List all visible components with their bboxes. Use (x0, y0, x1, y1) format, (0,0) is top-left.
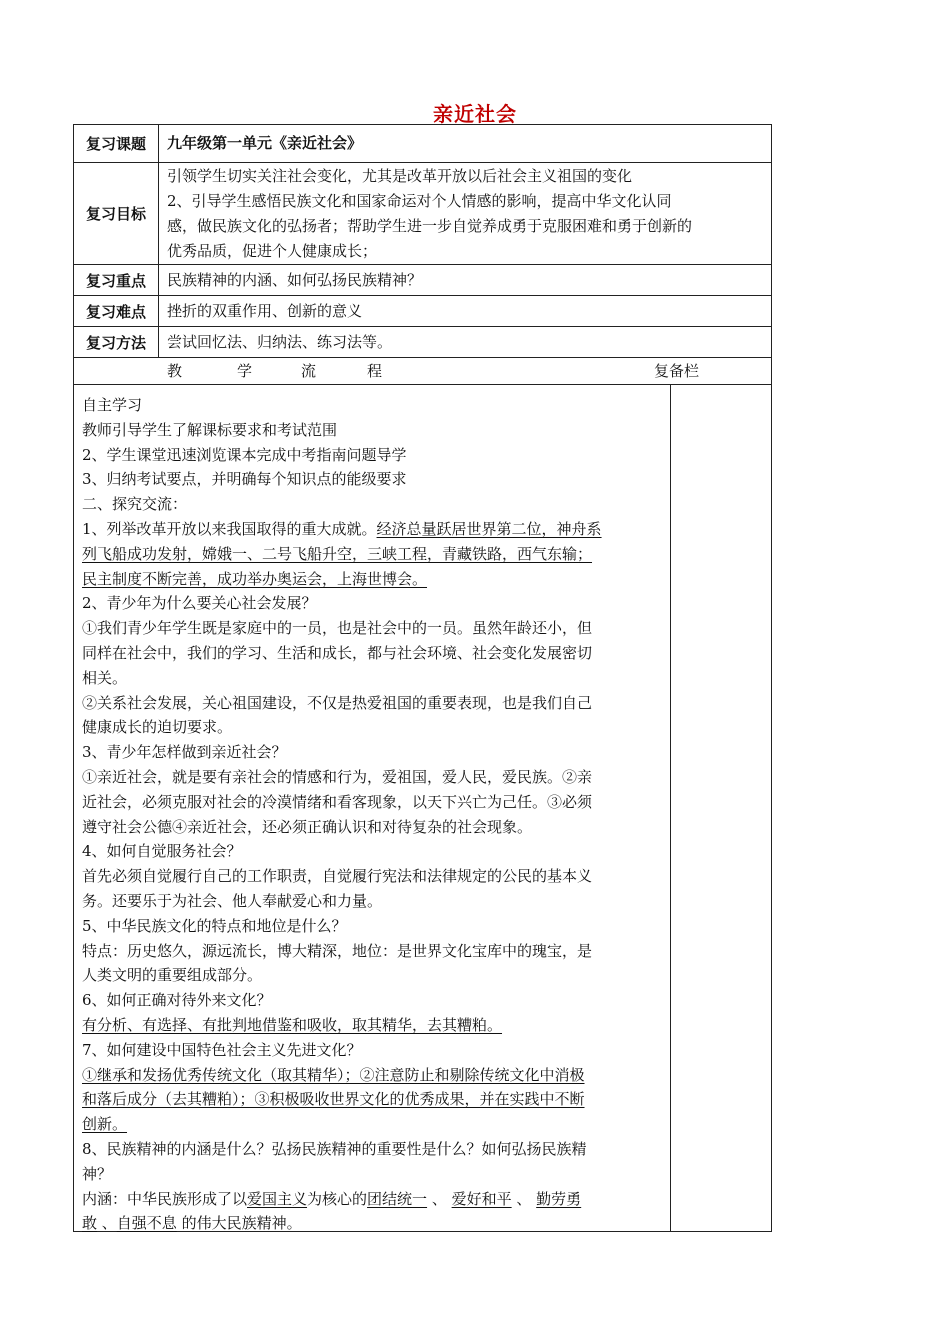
question-7: 7、如何建设中国特色社会主义先进文化？ (82, 1040, 362, 1059)
separator: 、 (511, 1189, 537, 1208)
goal-row (74, 163, 771, 265)
answer-blank: 勤劳勇 (536, 1189, 582, 1208)
answer-line (82, 1112, 664, 1137)
goal-value (159, 163, 771, 264)
goal-line: 2、引导学生感悟民族文化和国家命运对个人情感的影响，提高中华文化认同 (167, 191, 672, 210)
review-table (73, 124, 772, 1232)
text-line: 2、学生课堂迅速浏览课本完成中考指南问题导学 (82, 445, 407, 464)
answer-text: 为核心的 (307, 1189, 368, 1208)
text-line: 健康成长的迫切要求。 (82, 718, 233, 737)
side-column-header (654, 358, 771, 384)
focus-row (74, 265, 771, 296)
topic-value: 九年级第一单元《亲近社会》 (167, 134, 363, 152)
separator: 、 (97, 1214, 117, 1233)
text-line: 3、归纳考试要点，并明确每个知识点的能级要求 (82, 470, 407, 489)
difficulty-row (74, 296, 771, 327)
text-line: 二、探究交流： (82, 495, 188, 514)
text-line: 务。还要乐于为社会、他人奉献爱心和力量。 (82, 891, 383, 910)
answer-underlined: 有分析、有选择、有批判地借鉴和吸收，取其精华，去其糟粕。 (82, 1015, 503, 1034)
answer-line (82, 567, 664, 592)
topic-label: 复习课题 (74, 125, 159, 162)
flow-body (74, 385, 771, 1231)
review-notes-column (671, 385, 771, 1231)
answer-underlined: 列飞船成功发射，嫦娥一、二号飞船升空，三峡工程，青藏铁路，西气东输； (82, 544, 593, 563)
page-title: 亲近社会 (433, 102, 517, 126)
question-4: 4、如何自觉服务社会？ (82, 842, 242, 861)
text-line: 同样在社会中，我们的学习、生活和成长，都与社会环境、社会变化发展密切 (82, 643, 593, 662)
difficulty-label: 复习难点 (74, 296, 159, 326)
text-line: 自主学习 (82, 396, 143, 414)
focus-label: 复习重点 (74, 265, 159, 295)
separator: 、 (427, 1189, 452, 1208)
answer-text: 内涵：中华民族形成了以 (82, 1189, 248, 1208)
question-6: 6、如何正确对待外来文化？ (82, 991, 272, 1010)
answer-blank: 团结统一 (367, 1189, 428, 1208)
answer-blank: 自强不息 (116, 1214, 177, 1233)
flow-char: 程 (367, 362, 383, 380)
text-line: ①亲近社会，就是要有亲社会的情感和行为，爱祖国，爱人民，爱民族。②亲 (82, 767, 593, 786)
flow-char: 学 (237, 362, 253, 380)
text-line: 遵守社会公德④亲近社会，还必须正确认识和对待复杂的社会现象。 (82, 817, 533, 836)
text-line: 教师引导学生了解课标要求和考试范围 (82, 420, 338, 439)
answer-underlined: 经济总量跃居世界第二位，神舟系 (376, 519, 602, 538)
difficulty-value: 挫折的双重作用、创新的意义 (167, 301, 363, 320)
flow-char: 流 (301, 362, 317, 380)
goal-label: 复习目标 (74, 163, 159, 264)
answer-text: 的伟大民族精神。 (176, 1214, 302, 1233)
text-line: 神？ (82, 1164, 113, 1183)
method-label: 复习方法 (74, 327, 159, 357)
answer-underlined: 创新。 (82, 1115, 128, 1134)
flow-header (74, 358, 771, 385)
text-line: ②关系社会发展，关心祖国建设，不仅是热爱祖国的重要表现，也是我们自己 (82, 693, 593, 712)
text-line: 人类文明的重要组成部分。 (82, 966, 263, 985)
lesson-content (74, 385, 671, 1231)
goal-line: 引领学生切实关注社会变化，尤其是改革开放以后社会主义祖国的变化 (167, 166, 633, 185)
question-3: 3、青少年怎样做到亲近社会？ (82, 743, 287, 762)
answer-line (82, 1187, 664, 1212)
answer-blank: 敢 (82, 1214, 98, 1233)
answer-underlined: 和落后成分（去其糟粕）；③积极吸收世界文化的优秀成果，并在实践中不断 (82, 1090, 585, 1109)
question-2: 2、青少年为什么要关心社会发展？ (82, 594, 317, 613)
topic-row (74, 125, 771, 163)
flow-char: 教 (167, 362, 183, 380)
goal-line: 感，做民族文化的弘扬者；帮助学生进一步自觉养成勇于克服困难和勇于创新的 (167, 216, 693, 235)
flow-title (74, 358, 671, 384)
answer-blank: 爱好和平 (451, 1189, 512, 1208)
text-line: 近社会，必须克服对社会的冷漠情绪和看客现象，以天下兴亡为己任。③必须 (82, 792, 593, 811)
text-line: 特点：历史悠久，源远流长，博大精深，地位：是世界文化宝库中的瑰宝，是 (82, 941, 593, 960)
answer-blank: 爱国主义 (247, 1189, 308, 1208)
text-line: 首先必须自觉履行自己的工作职责，自觉履行宪法和法律规定的公民的基本义 (82, 867, 593, 886)
text-line: ①我们青少年学生既是家庭中的一员，也是社会中的一员。虽然年龄还小，但 (82, 619, 593, 638)
text-line: 相关。 (82, 668, 128, 687)
goal-line: 优秀品质，促进个人健康成长； (167, 241, 378, 260)
focus-value: 民族精神的内涵、如何弘扬民族精神？ (167, 270, 423, 289)
question-8: 8、民族精神的内涵是什么？弘扬民族精神的重要性是什么？如何弘扬民族精 (82, 1139, 587, 1158)
answer-line (82, 1211, 664, 1236)
question-text: 1、列举改革开放以来我国取得的重大成就。 (82, 519, 377, 538)
question-5: 5、中华民族文化的特点和地位是什么？ (82, 916, 347, 935)
answer-underlined: 民主制度不断完善，成功举办奥运会，上海世博会。 (82, 569, 428, 588)
question-1 (82, 517, 664, 542)
side-label: 复备栏 (654, 362, 700, 380)
method-row (74, 327, 771, 358)
method-value: 尝试回忆法、归纳法、练习法等。 (167, 332, 393, 351)
answer-line (82, 1013, 664, 1038)
answer-underlined: ①继承和发扬优秀传统文化（取其精华）；②注意防止和剔除传统文化中消极 (82, 1065, 585, 1084)
